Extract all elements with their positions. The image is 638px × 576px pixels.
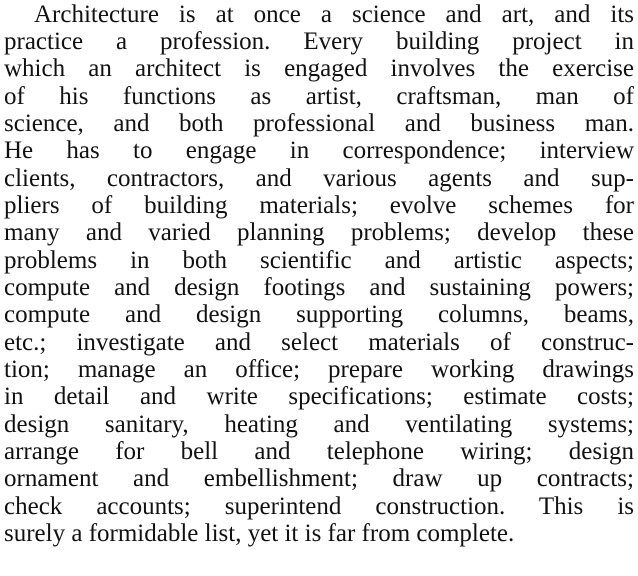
paragraph-line-20: surely a formidable list, yet it is far from complete.	[4, 520, 515, 547]
paragraph-line-3: which an architect is engaged involves the exercise	[4, 55, 634, 82]
paragraph-line-12: compute and design supporting columns, beams,	[4, 301, 634, 328]
paragraph-line-18: ornament and embellishment; draw up contracts;	[4, 465, 634, 492]
paragraph-line-2: practice a profession. Every building project in	[4, 28, 634, 55]
paragraph-line-14: tion; manage an office; prepare working drawings	[4, 356, 634, 383]
paragraph-line-8: pliers of building materials; evolve schemes for	[4, 192, 634, 219]
paragraph-line-17: arrange for bell and telephone wiring; design	[4, 438, 634, 465]
paragraph-line-10: problems in both scientific and artistic aspects;	[4, 247, 634, 274]
paragraph-line-13: etc.; investigate and select materials of construc-	[4, 329, 634, 356]
paragraph-line-19: check accounts; superintend construction. This is	[4, 493, 634, 520]
paragraph-line-1: Architecture is at once a science and art, and its	[34, 1, 634, 28]
paragraph-line-16: design sanitary, heating and ventilating systems;	[4, 411, 634, 438]
paragraph-line-11: compute and design footings and sustaining powers;	[4, 274, 634, 301]
paragraph-line-5: science, and both professional and business man.	[4, 110, 634, 137]
paragraph-line-6: He has to engage in correspondence; interview	[4, 137, 634, 164]
paragraph-line-15: in detail and write specifications; estimate costs;	[4, 383, 634, 410]
paragraph-line-7: clients, contractors, and various agents and sup-	[4, 165, 634, 192]
paragraph-line-9: many and varied planning problems; develop these	[4, 219, 634, 246]
paragraph-line-4: of his functions as artist, craftsman, man of	[4, 83, 634, 110]
